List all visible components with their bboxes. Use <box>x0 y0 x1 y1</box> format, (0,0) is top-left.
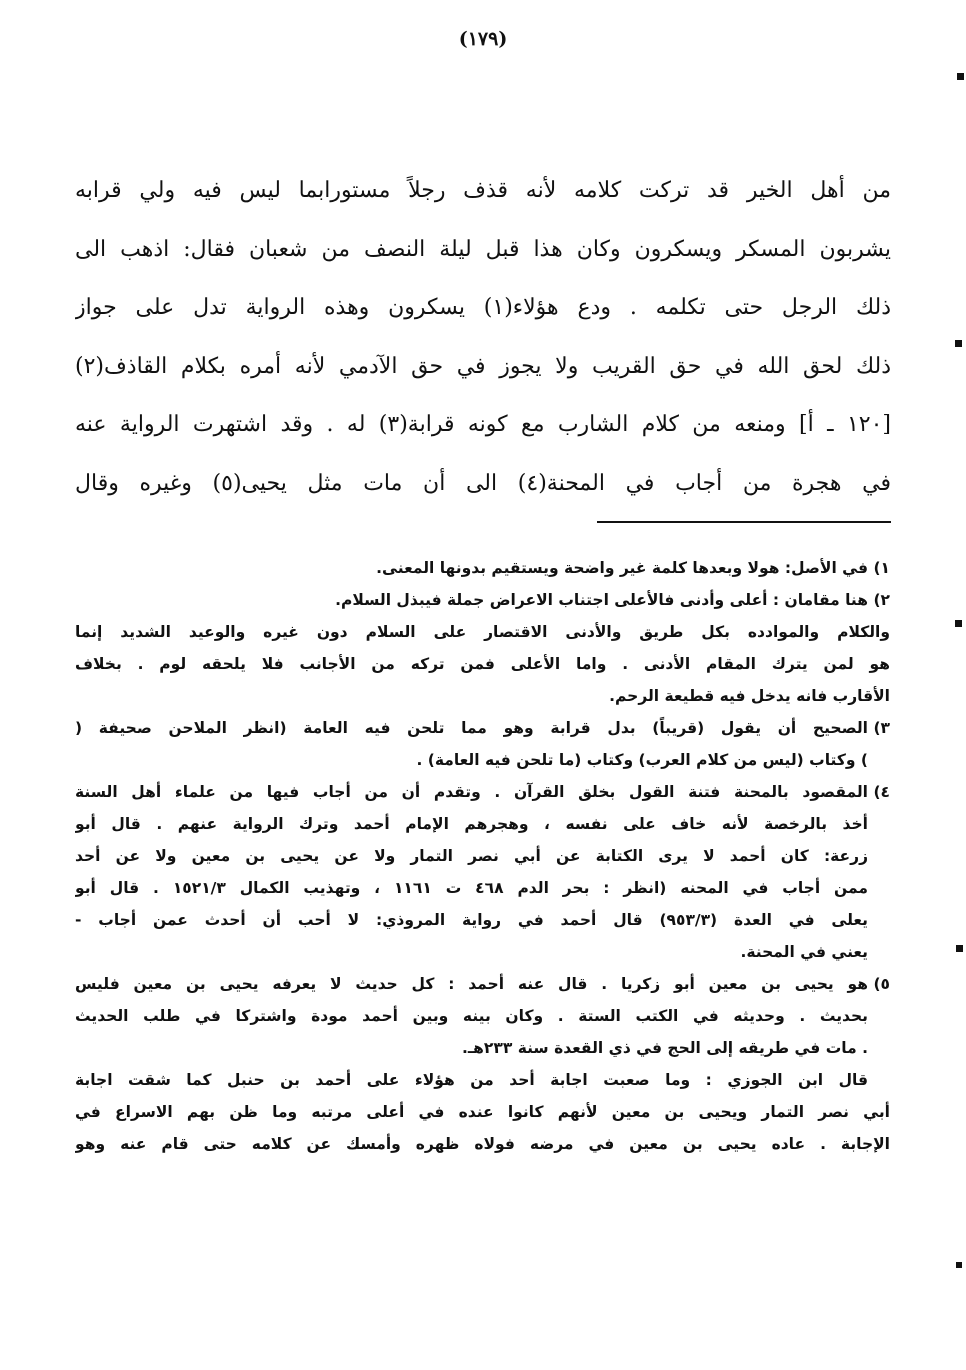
scan-margin-mark <box>956 945 963 952</box>
footnote-4-line <box>75 872 890 904</box>
footnote-1-line <box>75 552 890 584</box>
main-text-body <box>75 162 891 513</box>
footnote-4-line <box>75 936 890 968</box>
footnote-5-line <box>75 1032 890 1064</box>
main-text-line-content: ذلك الرجل حتى تكلمه . ودع هؤلاء(١) يسكرون وهذه الرواية تدل على جواز <box>75 295 891 321</box>
footnote-2-line <box>75 648 890 680</box>
scan-margin-mark <box>955 340 962 347</box>
footnote-text: الصحيح أن يقول (قريباً) بدل قرابة وهو مما تلحن فيه العامة (انظر الملاحن صحيفة ( <box>75 719 868 737</box>
closing-paragraph-line <box>75 1096 890 1128</box>
closing-paragraph-text: الإجابة . عاده يحيى بن معين في مرضه فولاه ظهره وأمسك عن كلامه حتى قام عنه وهو <box>75 1135 890 1153</box>
footnote-2-line <box>75 584 890 616</box>
footnote-text: ممن أجاب في المحنه (انظر : بحر الدم ٤٦٨ ت ١١٦١ ، وتهذيب الكمال ١٥٢١/٣ . قال أبو <box>75 879 868 897</box>
footnote-4-line <box>75 808 890 840</box>
closing-paragraph-text: قال ابن الجوزي : وما صعبت اجابة أحد من هؤلاء على أحمد بن حنبل كما شقت اجابة <box>75 1071 868 1089</box>
footnote-5-line <box>75 968 890 1000</box>
footnote-text: . مات في طريقه إلى الحج في ذي القعدة سنة ٢٣٣هـ. <box>461 1039 868 1057</box>
main-text-line-content: [١٢٠ ـ أ] ومنعه من كلام الشارب مع كونه قرابة(٣) له . وقد اشتهرت الرواية عنه <box>75 412 891 438</box>
footnote-5-line <box>75 1000 890 1032</box>
footnote-number: ٤) <box>873 783 890 801</box>
footnote-text: المقصود بالمحنة فتنة القول بخلق القرآن . وتقدم أن من أجاب فيها من علماء أهل السنة <box>75 783 868 801</box>
footnote-4-line <box>75 776 890 808</box>
footnote-3-line <box>75 712 890 744</box>
footnote-text: يعني في المحنة. <box>740 943 868 961</box>
footnote-2-line <box>75 616 890 648</box>
footnote-4-line <box>75 904 890 936</box>
footnote-4-line <box>75 840 890 872</box>
footnote-number: ٢) <box>873 591 890 609</box>
footnote-text: بحديث . وحديثه في الكتب الستة . وكان بينه وبين أحمد مودة واشتركا في طلب الحديث <box>75 1007 868 1025</box>
footnote-text: هو لمن يترك المقام الأدنى . واما الأعلى فمن تركه من الأجانب فلا يلحقه لوم . بخلاف <box>75 655 890 673</box>
closing-paragraph-text: أبي نصر التمار ويحيى بن معين لأنهم كانوا عنده في أعلى مرتبه وما ظن بهم الاسراع في <box>75 1103 890 1121</box>
main-text-line <box>75 279 891 338</box>
footnotes-section <box>75 552 890 1160</box>
main-text-line-content: ذلك لحق الله في حق القريب ولا يجوز في حق الآدمي لأنه أمره بكلام القاذف(٢) <box>75 353 891 379</box>
footnote-text: زرعة: كان أحمد لا يرى الكتابة عن أبي نصر التمار ولا عن يحيى بن معين ولا عن أحد <box>75 847 868 865</box>
footnote-text: الأقارب فانه يدخل فيه قطيعة الرحم. <box>609 687 890 705</box>
main-text-line <box>75 221 891 280</box>
main-text-line <box>75 338 891 397</box>
main-text-line <box>75 396 891 455</box>
scan-margin-mark <box>957 73 964 80</box>
closing-paragraph-line <box>75 1128 890 1160</box>
main-text-line-content: من أهل الخير قد تركت كلامه لأنه قذف رجلاً مستورابما ليس فيه ولي قرابه <box>75 178 891 204</box>
footnote-2-line <box>75 680 890 712</box>
footnote-text: والكلام والموادده بكل طريق والأدنى الاقتصار على السلام دون غيره والوعيد الشديد إنما <box>75 623 890 641</box>
footnote-text: هنا مقامان : أعلى وأدنى فالأعلى اجتناب الاعراض جملة فيبذل السلام. <box>335 591 868 609</box>
footnote-text: هو يحيى بن معين أبو زكريا . قال عنه أحمد : كل حديث لا يعرفه يحيى بن معين فليس <box>75 975 868 993</box>
footnote-number: ٣) <box>873 719 890 737</box>
main-text-line <box>75 162 891 221</box>
footnote-separator <box>597 521 891 523</box>
main-text-line <box>75 455 891 514</box>
closing-paragraph-line <box>75 1064 890 1096</box>
footnote-text: يعلى في العدة (٩٥٣/٣) قال أحمد في رواية المروذي: لا أحب أن أحدث عمن أجاب - <box>75 911 868 929</box>
footnote-number: ١) <box>873 559 890 577</box>
footnote-number: ٥) <box>873 975 890 993</box>
scan-margin-mark <box>955 620 962 627</box>
page-number: (١٧٩) <box>458 28 508 50</box>
footnote-text: ) وكتاب (ليس من كلام العرب) وكتاب (ما تلحن فيه العامة) . <box>416 751 868 769</box>
main-text-line-content: يشربون المسكر ويسكرون وكان هذا قبل ليلة النصف من شعبان فقال: اذهب الى <box>75 236 891 262</box>
footnote-3-line <box>75 744 890 776</box>
scan-margin-mark <box>956 1262 962 1268</box>
main-text-line-content: في هجرة من أجاب في المحنة(٤) الى أن مات مثل يحيى(٥) وغيره وقال <box>75 470 891 496</box>
footnote-text: في الأصل: هولا وبعدها كلمة غير واضحة ويستقيم بدونها المعنى. <box>376 559 868 577</box>
footnote-text: أخذ بالرخصة لأنه خاف على نفسه ، وهجرهم الإمام أحمد وترك الرواية عنهم . قال أبو <box>75 815 868 833</box>
